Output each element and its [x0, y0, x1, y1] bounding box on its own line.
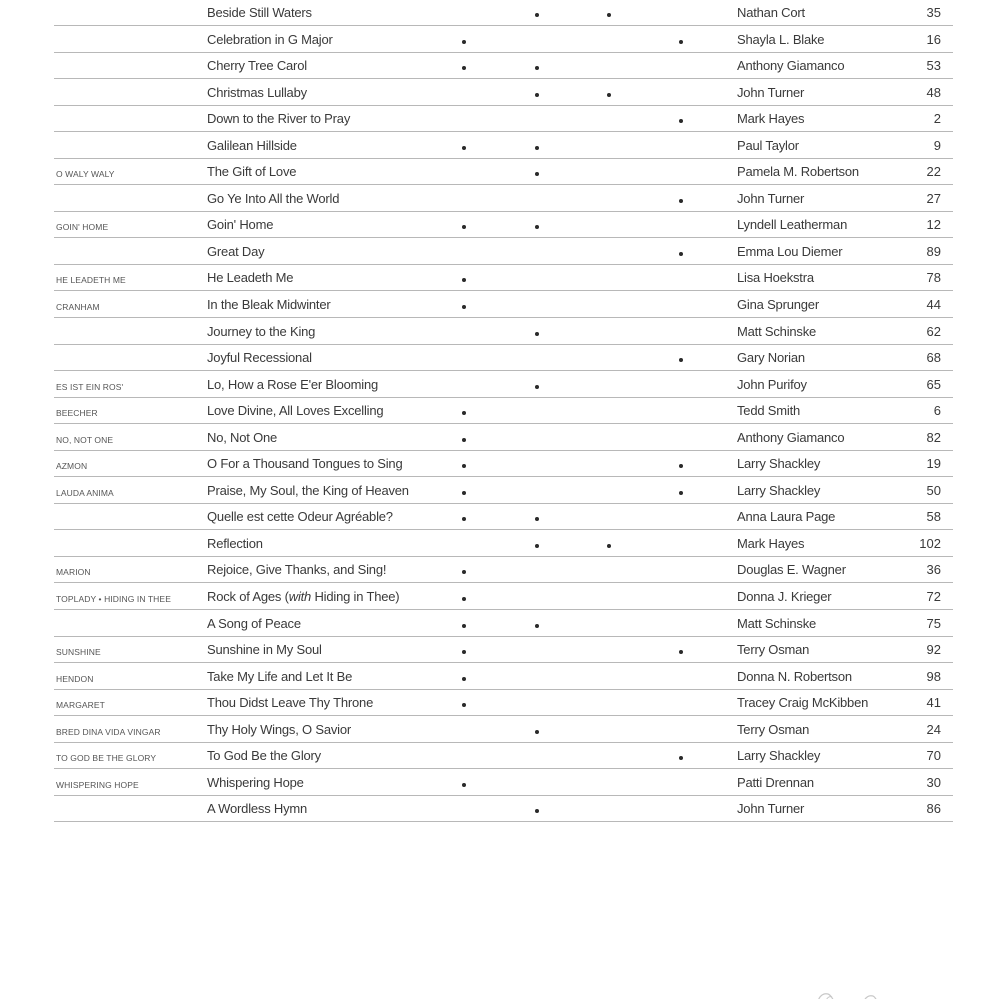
page-number: 48	[926, 84, 941, 100]
table-row	[54, 718, 953, 743]
page-number: 82	[926, 429, 941, 445]
composer-name: Matt Schinske	[737, 323, 817, 339]
category-dot-icon	[462, 146, 466, 150]
table-row	[54, 771, 953, 796]
category-dot-icon	[535, 385, 539, 389]
composer-name: Mark Hayes	[737, 111, 805, 127]
category-dot-icon	[607, 544, 611, 548]
song-title: Great Day	[207, 243, 265, 259]
page-number: 78	[926, 270, 941, 286]
category-dot-icon	[462, 677, 466, 681]
category-dot-icon	[535, 624, 539, 628]
page-number: 41	[926, 695, 941, 711]
category-dot-icon	[679, 491, 683, 495]
song-title: Down to the River to Pray	[207, 111, 351, 127]
composer-name: Pamela M. Robertson	[737, 164, 859, 180]
song-title: To God Be the Glory	[207, 748, 321, 764]
composer-name: Tedd Smith	[737, 403, 801, 419]
category-dot-icon	[462, 650, 466, 654]
composer-name: Anthony Giamanco	[737, 429, 845, 445]
page-number: 89	[926, 243, 941, 259]
song-title: Thou Didst Leave Thy Throne	[207, 695, 374, 711]
category-dot-icon	[679, 756, 683, 760]
table-row	[54, 691, 953, 716]
table-row	[54, 532, 953, 557]
song-title: Cherry Tree Carol	[207, 58, 307, 74]
composer-name: Douglas E. Wagner	[737, 562, 846, 578]
table-row	[54, 665, 953, 690]
page-number: 44	[926, 297, 941, 313]
song-title: A Wordless Hymn	[207, 801, 308, 817]
table-row	[54, 346, 953, 371]
page-number: 9	[933, 137, 941, 153]
page-number: 75	[926, 615, 941, 631]
page-number: 86	[926, 801, 941, 817]
category-dot-icon	[462, 278, 466, 282]
song-title: Sunshine in My Soul	[207, 642, 322, 658]
category-dot-icon	[462, 783, 466, 787]
song-title: Go Ye Into All the World	[207, 190, 340, 206]
tune-name: MARION	[56, 567, 91, 578]
table-row	[54, 187, 953, 212]
table-row	[54, 320, 953, 345]
category-dot-icon	[679, 358, 683, 362]
page-number: 102	[919, 535, 941, 551]
category-dot-icon	[462, 491, 466, 495]
table-row	[54, 479, 953, 504]
song-title-part: Hiding in Thee)	[311, 589, 400, 605]
tune-name: BEECHER	[56, 408, 98, 419]
song-title: Reflection	[207, 535, 263, 551]
song-title: He Leadeth Me	[207, 270, 294, 286]
tune-name: MARGARET	[56, 700, 105, 711]
song-title: No, Not One	[207, 429, 278, 445]
tune-name: GOIN' HOME	[56, 222, 109, 233]
category-dot-icon	[679, 252, 683, 256]
song-title: In the Bleak Midwinter	[207, 297, 331, 313]
category-dot-icon	[535, 730, 539, 734]
table-row	[54, 399, 953, 424]
song-title: The Gift of Love	[207, 164, 297, 180]
composer-name: John Turner	[737, 84, 805, 100]
category-dot-icon	[535, 146, 539, 150]
tune-name: CRANHAM	[56, 302, 100, 313]
table-row	[54, 134, 953, 159]
song-title: Take My Life and Let It Be	[207, 668, 353, 684]
table-row	[54, 81, 953, 106]
category-dot-icon	[535, 93, 539, 97]
category-dot-icon	[535, 332, 539, 336]
publisher-logo-icon	[812, 988, 892, 999]
page-number: 19	[926, 456, 941, 472]
category-dot-icon	[535, 66, 539, 70]
category-dot-icon	[535, 172, 539, 176]
page-number: 58	[926, 509, 941, 525]
song-title: A Song of Peace	[207, 615, 301, 631]
category-dot-icon	[462, 570, 466, 574]
tune-name: HENDON	[56, 673, 94, 684]
category-dot-icon	[535, 544, 539, 548]
table-row	[54, 585, 953, 610]
song-title: Beside Still Waters	[207, 5, 312, 20]
composer-name: Donna J. Krieger	[737, 589, 832, 605]
table-row	[54, 1, 953, 26]
table-row	[54, 293, 953, 318]
category-dot-icon	[679, 119, 683, 123]
composer-name: Larry Shackley	[737, 456, 821, 472]
category-dot-icon	[462, 624, 466, 628]
category-dot-icon	[462, 66, 466, 70]
tune-name: NO, NOT ONE	[56, 434, 114, 445]
category-dot-icon	[679, 464, 683, 468]
page-number: 12	[926, 217, 941, 233]
category-dot-icon	[535, 809, 539, 813]
category-dot-icon	[462, 464, 466, 468]
composer-name: Paul Taylor	[737, 137, 799, 153]
page-number: 65	[926, 376, 941, 392]
tune-name: O WALY WALY	[56, 169, 115, 180]
page-number: 27	[926, 190, 941, 206]
composer-name: Gina Sprunger	[737, 297, 819, 313]
song-title: O For a Thousand Tongues to Sing	[207, 456, 403, 472]
page-number: 50	[926, 482, 941, 498]
composer-name: Anthony Giamanco	[737, 58, 845, 74]
page-number: 92	[926, 642, 941, 658]
tune-name: SUNSHINE	[56, 647, 101, 658]
tune-name: HE LEADETH ME	[56, 275, 126, 286]
table-row	[54, 28, 953, 53]
composer-name: Larry Shackley	[737, 748, 821, 764]
composer-name: Nathan Cort	[737, 5, 805, 20]
category-dot-icon	[462, 305, 466, 309]
category-dot-icon	[535, 13, 539, 17]
song-index-table	[54, 1, 953, 824]
table-row	[54, 797, 953, 822]
page-number: 22	[926, 164, 941, 180]
category-dot-icon	[679, 199, 683, 203]
category-dot-icon	[462, 597, 466, 601]
category-dot-icon	[462, 438, 466, 442]
composer-name: Emma Lou Diemer	[737, 243, 843, 259]
composer-name: John Turner	[737, 801, 805, 817]
composer-name: Terry Osman	[737, 642, 810, 658]
table-row	[54, 558, 953, 583]
tune-name: AZMON	[56, 461, 88, 472]
category-dot-icon	[462, 703, 466, 707]
table-row	[54, 744, 953, 769]
composer-name: Tracey Craig McKibben	[737, 695, 869, 711]
page-number: 68	[926, 350, 941, 366]
song-title: Celebration in G Major	[207, 31, 333, 47]
composer-name: Matt Schinske	[737, 615, 817, 631]
song-title: Joyful Recessional	[207, 350, 312, 366]
composer-name: Terry Osman	[737, 721, 810, 737]
song-title: Whispering Hope	[207, 774, 304, 790]
category-dot-icon	[462, 225, 466, 229]
composer-name: Donna N. Robertson	[737, 668, 852, 684]
composer-name: John Turner	[737, 190, 805, 206]
song-title: Goin' Home	[207, 217, 274, 233]
tune-name: TOPLADY • HIDING IN THEE	[56, 594, 171, 605]
song-title: Lo, How a Rose E'er Blooming	[207, 376, 379, 392]
table-row	[54, 638, 953, 663]
page-number: 2	[933, 111, 941, 127]
page-number: 98	[926, 668, 941, 684]
song-title: Love Divine, All Loves Excelling	[207, 403, 384, 419]
page-number: 70	[926, 748, 941, 764]
page-number: 35	[926, 5, 941, 20]
table-row	[54, 240, 953, 265]
song-title: Praise, My Soul, the King of Heaven	[207, 482, 409, 498]
composer-name: Lyndell Leatherman	[737, 217, 848, 233]
category-dot-icon	[535, 225, 539, 229]
page-number: 16	[926, 31, 941, 47]
page-number: 24	[926, 721, 941, 737]
composer-name: Gary Norian	[737, 350, 805, 366]
page-number: 62	[926, 323, 941, 339]
page-number: 36	[926, 562, 941, 578]
song-title-italic: with	[288, 589, 312, 605]
song-title-part: Rock of Ages (	[207, 589, 289, 605]
tune-name: WHISPERING HOPE	[56, 779, 139, 790]
table-row	[54, 505, 953, 530]
song-title: Thy Holy Wings, O Savior	[207, 721, 352, 737]
tune-name: BRED DINA VIDA VINGAR	[56, 726, 161, 737]
composer-name: Lisa Hoekstra	[737, 270, 814, 286]
category-dot-icon	[679, 650, 683, 654]
category-dot-icon	[462, 517, 466, 521]
category-dot-icon	[607, 13, 611, 17]
tune-name: ES IST EIN ROS'	[56, 381, 124, 392]
song-title: Christmas Lullaby	[207, 84, 307, 100]
song-title: Galilean Hillside	[207, 137, 297, 153]
composer-name: Larry Shackley	[737, 482, 821, 498]
table-row	[54, 426, 953, 451]
category-dot-icon	[607, 93, 611, 97]
page-number: 30	[926, 774, 941, 790]
table-row	[54, 160, 953, 185]
song-title: Quelle est cette Odeur Agréable?	[207, 509, 393, 525]
table-row	[54, 373, 953, 398]
composer-name: Anna Laura Page	[737, 509, 836, 525]
composer-name: Patti Drennan	[737, 774, 814, 790]
page-number: 6	[933, 403, 941, 419]
category-dot-icon	[679, 40, 683, 44]
page-number: 53	[926, 58, 941, 74]
page-number: 72	[926, 589, 941, 605]
tune-name: LAUDA ANIMA	[56, 487, 114, 498]
table-row	[54, 213, 953, 238]
table-row	[54, 266, 953, 291]
table-row	[54, 612, 953, 637]
tune-name: TO GOD BE THE GLORY	[56, 753, 157, 764]
table-row	[54, 452, 953, 477]
table-row	[54, 107, 953, 132]
category-dot-icon	[462, 411, 466, 415]
song-title	[207, 588, 399, 606]
composer-name: Shayla L. Blake	[737, 31, 825, 47]
song-title: Journey to the King	[207, 323, 316, 339]
category-dot-icon	[462, 40, 466, 44]
table-row	[54, 54, 953, 79]
composer-name: Mark Hayes	[737, 535, 805, 551]
song-title: Rejoice, Give Thanks, and Sing!	[207, 562, 387, 578]
composer-name: John Purifoy	[737, 376, 807, 392]
category-dot-icon	[535, 517, 539, 521]
